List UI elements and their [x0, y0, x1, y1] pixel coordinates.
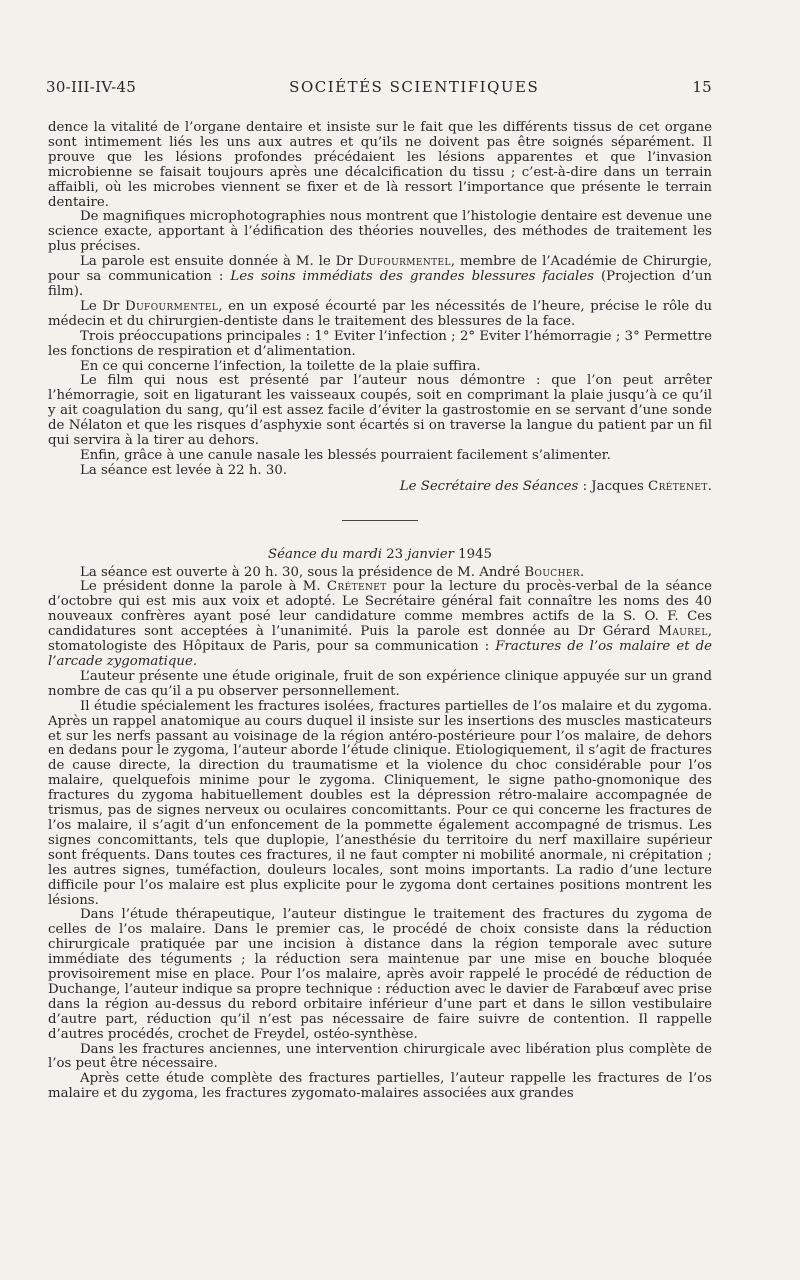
paragraph: [48, 566, 712, 581]
running-header: [46, 78, 712, 96]
text: , membre de l’Académie de Chirurgie, pour sa communication :: [48, 254, 713, 285]
signature-line: [48, 480, 712, 495]
communication-title: Les soins immédiats des grandes blessures faciales: [230, 269, 594, 285]
paragraph: Après cette étude complète des fractures partielles, l’auteur rappelle les fractures de l’os malaire et du zygoma, les fractures zygomato-malaires associées aux grandes: [48, 1071, 712, 1102]
paragraph: La séance est levée à 22 h. 30.: [80, 462, 288, 478]
paragraph: [48, 300, 712, 330]
page-number: 15: [692, 78, 712, 96]
person-name: Crétenet: [326, 579, 387, 595]
paragraph: Dans l’étude thérapeutique, l’auteur distingue le traitement des fractures du zygoma de celles de l’os malaire. Dans le premier cas, le procédé de choix consiste dans la réduction chirurgicale pratiquée par une incision à distance dans la région temporale avec suture immédiate des téguments ; la réduction sera maintenue par une mise en bouche bloquée provisoirement mise en place. Pour l’os malaire, après avoir rappelé le procédé de réduction de Duchange, l’auteur indique sa propre technique : réduction avec le davier de Farabœuf avec prise dans la région au-dessus du rebord orbitaire inférieur d’une part et dans le sillon vestibulaire d’autre part, réduction qu’il n’est pas nécessaire de faire suivre de contention. Il rappelle d’autres procédés, crochet de Freydel, ostéo-synthèse.: [48, 907, 712, 1042]
person-name: Dufourmentel: [125, 298, 219, 314]
paragraph: Trois préoccupations principales : 1° Eviter l’infection ; 2° Eviter l’hémorragie ; 3° Permettre les fonctions de respiration et d’alimentation.: [48, 328, 712, 359]
header-date: 30-III-IV-45: [46, 78, 137, 96]
paragraph: [48, 255, 712, 300]
text: : Jacques: [578, 478, 649, 494]
paragraph: L’auteur présente une étude originale, fruit de son expérience clinique appuyée sur un grand nombre de cas qu’il a pu observer personnellement.: [48, 668, 712, 699]
text: La séance est ouverte à 20 h. 30, sous la présidence de M. André: [80, 564, 525, 580]
text: 23: [386, 546, 404, 562]
session-date: [48, 548, 712, 563]
header-title: SOCIÉTÉS SCIENTIFIQUES: [289, 78, 540, 96]
text: (Projection d’un film).: [48, 269, 713, 299]
paragraph: Dans les fractures anciennes, une intervention chirurgicale avec libération plus complète de l’os peut être nécessaire.: [48, 1041, 712, 1072]
text: .: [707, 478, 712, 494]
text: , en un exposé écourté par les nécessités de l’heure, précise le rôle du médecin et du chirurgien-dentiste dans le traitement des blessures de la face.: [48, 298, 713, 329]
text: La parole est ensuite donnée à M. le Dr: [80, 254, 358, 270]
paragraph: En ce qui concerne l’infection, la toilette de la plaie suffira.: [80, 358, 481, 374]
text: Le Dr: [80, 298, 126, 314]
person-name: Dufourmentel: [357, 254, 451, 270]
paragraph: Le film qui nous est présenté par l’auteur nous démontre : que l’on peut arrêter l’hémorragie, soit en ligaturant les vaisseaux coupés, soit en comprimant la plaie jusqu’à ce qu’il y ait coagulation du sang, qu’il est assez facile d’éviter la gastrostomie en se servant d’une sonde de Nélaton et que les risques d’asphyxie sont écartés si on traverse la langue du patient par un fil qui servira à la tirer au dehors.: [48, 373, 712, 449]
paragraph: [48, 580, 712, 669]
paragraph: De magnifiques microphotographies nous montrent que l’histologie dentaire est devenue une science exacte, apportant à l’édification des théories nouvelles, des méthodes de traitement les plus précises.: [48, 209, 712, 255]
communication-title: Fractures de l’os malaire et de l’arcade zygomatique.: [48, 639, 712, 669]
text: Séance du mardi: [267, 546, 387, 562]
text: 1945: [458, 546, 493, 562]
text: pour la lecture du procès-verbal de la séance d’octobre qui est mis aux voix et adopté. Le Secrétaire général fait connaître les noms des 40 nouveaux confrères ayant posé leur candidature comme membres actifs de la S. O. F. Ces candidatures sont acceptées à l’unanimité. Puis la parole est donnée au Dr Gérard: [48, 579, 712, 640]
paragraph: dence la vitalité de l’organe dentaire et insiste sur le fait que les différents tissus de cet organe sont intimement liés les uns aux autres et qu’ils ne doivent pas être soignés séparément. Il prouve que les lésions profondes précédaient les lésions apparentes et que l’invasion microbienne se faisait toujours après une décalcification du tissu ; c’est-à-dire dans un terrain affaibli, où les microbes viennent se fixer et de là ressort l’importance que présente le terrain dentaire.: [48, 120, 712, 210]
person-name: Crétenet: [648, 478, 708, 494]
person-name: Boucher: [524, 564, 580, 580]
signature-role: Le Secrétaire des Séances: [399, 478, 579, 494]
paragraph: Enfin, grâce à une canule nasale les blessés pourraient facilement s’alimenter.: [80, 447, 611, 463]
text: Le président donne la parole à M.: [80, 579, 327, 595]
text: .: [580, 564, 585, 580]
page-body: [48, 121, 712, 1102]
person-name: Maurel: [658, 624, 708, 640]
paragraph: Il étudie spécialement les fractures isolées, fractures partielles de l’os malaire et du zygoma. Après un rappel anatomique au cours duquel il insiste sur les insertions des muscles masticateurs et sur les nerfs passant au voisinage de la région antéro-postérieure pour l’os malaire, de dehors en dedans pour le zygoma, l’auteur aborde l’étude clinique. Etiologiquement, il s’agit de fractures de cause directe, la direction du traumatisme et la violence du choc considérable pour l’os malaire, quelquefois minime pour le zygoma. Cliniquement, le signe patho-gnomonique des fractures du zygoma habituellement doubles est la dépression rétro-malaire accompagnée de trismus, pas de signes nerveux ou oculaires concomittants. Pour ce qui concerne les fractures de l’os malaire, il s’agit d’un enfoncement de la pommette également accompagné de trismus. Les signes concomittants, tels que duplopie, l’anesthésie du territoire du nerf maxillaire supérieur sont fréquents. Dans toutes ces fractures, il ne faut compter ni mobilité anormale, ni crépitation ; les autres signes, tuméfaction, douleurs locales, sont moins importants. La radio d’une lecture difficile pour l’os malaire est plus explicite pour le zygoma dont certaines positions montrent les lésions.: [48, 698, 712, 908]
section-divider: [342, 520, 418, 521]
text: , stomatologiste des Hôpitaux de Paris, pour sa communication :: [48, 624, 712, 655]
text: janvier: [403, 546, 459, 562]
